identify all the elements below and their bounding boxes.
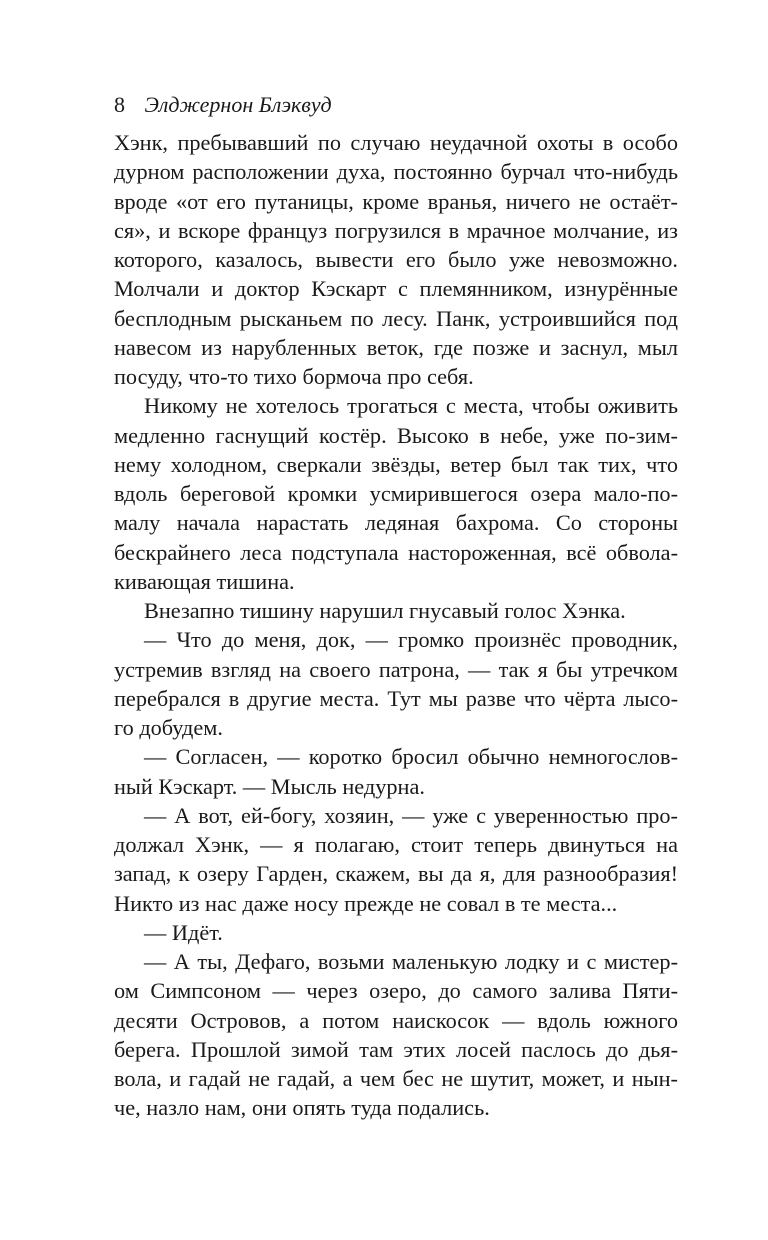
text-line: ом Симпсоном — через озеро, до самого залива Пяти-	[114, 978, 678, 1004]
text-line: кивающая тишина.	[114, 568, 295, 594]
text-line: Молчали и доктор Кэскарт с племянником, изнурённые	[114, 276, 678, 302]
text-line: Внезапно тишину нарушил гнусавый голос Хэнка.	[144, 598, 626, 623]
text-line: го добудем.	[114, 715, 223, 740]
text-line: вола, и гадай не гадай, а чем бес не шутит, может, и нын-	[114, 1066, 678, 1091]
text-line: — Согласен, — коротко бросил обычно немногослов-	[144, 744, 678, 770]
text-line: вроде «от его путаницы, кроме вранья, ничего не остаёт-	[114, 188, 678, 214]
text-line: навесом из нарубленных веток, где позже и заснул, мыл	[114, 334, 678, 360]
text-line: че, назло нам, они опять туда подались.	[114, 1095, 490, 1121]
text-line: бесплодным рысканьем по лесу. Панк, устроившийся под	[114, 305, 678, 331]
text-line: — А ты, Дефаго, возьми маленькую лодку и с мистер-	[144, 949, 678, 974]
text-line: берега. Прошлой зимой там этих лосей паслось до дья-	[114, 1036, 678, 1062]
text-line: медленно гаснущий костёр. Высоко в небе, уже по-зим-	[114, 422, 678, 448]
text-line: десяти Островов, а потом наискосок — вдоль южного	[114, 1007, 678, 1033]
text-line: нему холодном, сверкали звёзды, ветер был так тих, что	[114, 451, 678, 477]
text-line: должал Хэнк, — я полагаю, стоит теперь двинуться на	[114, 832, 678, 857]
text-line: устремив взгляд на своего патрона, — так я бы утречком	[114, 656, 678, 682]
text-line: перебрался в другие места. Тут мы разве что чёрта лысо-	[114, 685, 678, 711]
text-line: Хэнк, пребывавший по случаю неудачной охоты в особо	[114, 130, 678, 155]
text-line: бескрайнего леса подступала настороженная, всё обвола-	[114, 539, 678, 565]
text-line: которого, казалось, вывести его было уже невозможно.	[114, 247, 678, 272]
text-line: запад, к озеру Гарден, скажем, вы да я, для разнообразия!	[114, 861, 678, 887]
text-line: малу начала нарастать ледяная бахрома. Со стороны	[114, 510, 678, 536]
running-header	[114, 91, 332, 119]
text-line: — Что до меня, док, — громко произнёс проводник,	[144, 627, 678, 653]
body-text	[114, 128, 678, 1123]
page-number: 8	[114, 92, 125, 117]
text-line: — Идёт.	[144, 919, 223, 945]
running-title: Элджернон Блэквуд	[144, 92, 332, 117]
text-line: посуду, что-то тихо бормоча про себя.	[114, 364, 474, 389]
text-line: вдоль береговой кромки усмирившегося озера мало-по-	[114, 481, 678, 506]
text-line: — А вот, ей-богу, хозяин, — уже с уверенностью про-	[144, 802, 678, 828]
text-line: дурном расположении духа, постоянно бурчал что-нибудь	[114, 159, 678, 185]
text-line: ный Кэскарт. — Мысль недурна.	[114, 773, 425, 799]
text-line: ся», и вскоре француз погрузился в мрачное молчание, из	[114, 217, 678, 243]
text-line: Никто из нас даже носу прежде не совал в те места...	[114, 890, 618, 916]
text-line: Никому не хотелось трогаться с места, чтобы оживить	[144, 393, 678, 419]
